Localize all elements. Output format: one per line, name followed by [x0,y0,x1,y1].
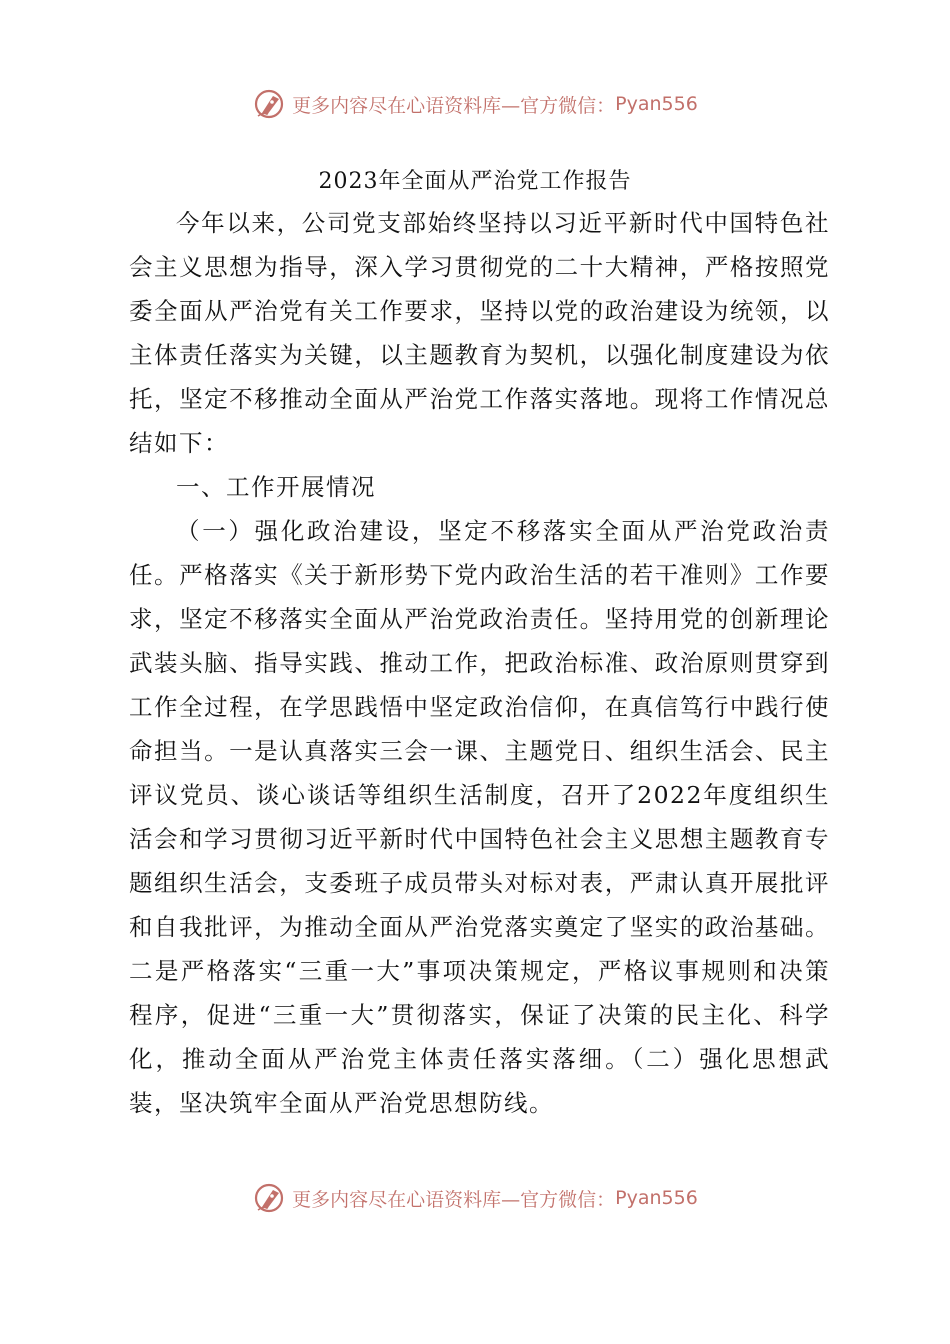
watermark-text: 更多内容尽在心语资料库—官方微信： [292,94,616,117]
paragraph-section-1: （一）强化政治建设，坚定不移落实全面从严治党政治责任。严格落实《关于新形势下党内政治生活的若干准则》工作要求，坚定不移落实全面从严治党政治责任。坚持用党的创新理论武装头脑、指导实践、推动工作，把政治标准、政治原则贯穿到工作全过程，在学思践悟中坚定政治信仰，在真信笃行中践行使命担当。一是认真落实三会一课、主题党日、组织生活会、民主评议党员、谈心谈话等组织生活制度，召开了2022年度组织生活会和学习贯彻习近平新时代中国特色社会主义思想主题教育专题组织生活会，支委班子成员带头对标对表，严肃认真开展批评和自我批评，为推动全面从严治党落实奠定了坚实的政治基础。二是严格落实“三重一大”事项决策规定，严格议事规则和决策程序，促进“三重一大”贯彻落实，保证了决策的民主化、科学化，推动全面从严治党主体责任落实落细。（二）强化思想武装，坚决筑牢全面从严治党思想防线。 [129,517,830,1117]
pen-nib-logo-icon [252,1180,288,1216]
document-title: 2023年全面从严治党工作报告 [318,169,632,194]
pen-nib-logo-icon [252,86,288,122]
footer-watermark [0,1178,950,1218]
document-body [129,201,830,1125]
paragraph-intro: 今年以来，公司党支部始终坚持以习近平新时代中国特色社会主义思想为指导，深入学习贯彻党的二十大精神，严格按照党委全面从严治党有关工作要求，坚持以党的政治建设为统领，以主体责任落实为关键，以主题教育为契机，以强化制度建设为依托，坚定不移推动全面从严治党工作落实落地。现将工作情况总结如下： [129,209,830,457]
watermark-text: 更多内容尽在心语资料库—官方微信： [292,1188,616,1211]
header-watermark [0,84,950,124]
watermark-wechat-id: Pyan556 [615,93,698,115]
section-heading: 一、工作开展情况 [176,473,376,501]
watermark-wechat-id: Pyan556 [615,1187,698,1209]
